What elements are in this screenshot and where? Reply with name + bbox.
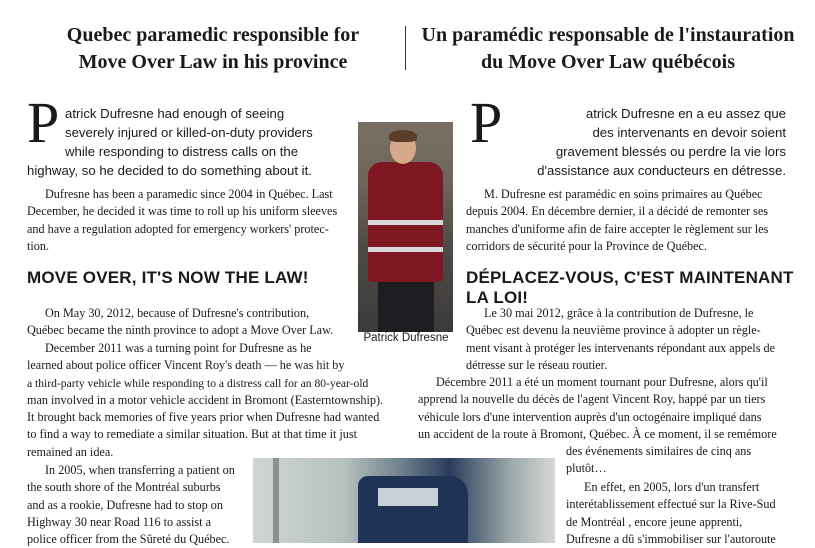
column-divider [405, 26, 406, 70]
english-lede-line: highway, so he decided to do something about it. [27, 163, 312, 178]
french-text-line: Québec est devenu la neuvième province à adopter un règle- [466, 323, 761, 338]
french-paragraph-1 [466, 186, 788, 255]
french-text-line: apprend la nouvelle du décès de l'agent Vincent Roy, happé par un tiers [418, 392, 766, 407]
photo-reflective-stripe [368, 247, 443, 252]
english-text-line: and as a rookie, Dufresne had to stop on [27, 497, 223, 512]
english-dropcap: P [27, 90, 60, 155]
english-lede-line: severely injured or killed-on-duty providers [65, 125, 313, 140]
english-text-line: Québec became the ninth province to adopt a Move Over Law. [27, 323, 334, 338]
photo-hair-shape [389, 130, 417, 142]
photo-pants-shape [378, 282, 434, 332]
english-lede [27, 104, 345, 180]
french-text-line: En effet, en 2005, lors d'un transfert [584, 480, 760, 494]
english-text-line: man involved in a motor vehicle accident in Bromont (Easterntownship). [27, 392, 384, 407]
english-text-line: tion. [27, 238, 50, 253]
english-text-line: to find a way to remediate a similar situation. But at that time it just [27, 427, 358, 442]
english-text-line: police officer from the Sûreté du Québec. [27, 532, 230, 547]
english-text-line: In 2005, when transferring a patient on [45, 463, 235, 477]
english-text-line: and have a regulation adopted for emergency workers' protec- [27, 221, 329, 236]
french-text-line: détresse sur le réseau routier. [466, 357, 608, 372]
french-paragraph-2 [466, 305, 788, 374]
french-text-line: depuis 2004. En décembre dernier, il a décidé de remonter ses [466, 204, 769, 219]
english-text-line: remained an idea. [27, 444, 114, 459]
french-text-line: plutôt… [566, 461, 607, 476]
french-headline-line1: Un paramédic responsable de l'instauration [421, 24, 795, 46]
french-headline-line2: du Move Over Law québécois [480, 51, 736, 73]
english-text-line: On May 30, 2012, because of Dufresne's contribution, [45, 306, 310, 320]
french-text-line: interétablissement effectué sur la Rive-Sud [566, 497, 776, 512]
english-paragraph-3 [27, 340, 395, 461]
french-text-line: Le 30 mai 2012, grâce à la contribution de Dufresne, le [484, 306, 754, 320]
french-text-line: véhicule lors d'une intervention auprès d'un octogénaire impliqué dans [418, 409, 762, 424]
french-lede-line: atrick Dufresne en a eu assez que [585, 106, 786, 121]
french-lede-line: des intervenants en devoir soient [592, 125, 786, 140]
french-text-line: de Montréal , encore jeune apprenti, [566, 514, 743, 529]
french-paragraph-4 [566, 479, 788, 548]
photo-caption: Patrick Dufresne [363, 332, 449, 344]
french-text-line: un accident de la route à Bromont, Québec. À ce moment, il se remémore [418, 426, 777, 441]
french-text-line: M. Dufresne est paramédic en soins primaires au Québec [484, 187, 763, 201]
english-text-line: December 2011 was a turning point for Dufresne as he [45, 341, 312, 355]
photo-windshield-shape [378, 488, 438, 506]
english-headline [23, 22, 403, 76]
photo-truck-shape [358, 476, 468, 543]
french-lede-line: d'assistance aux conducteurs en détresse. [537, 163, 786, 178]
photo-pole-shape [273, 458, 279, 543]
french-text-line: des événements similaires de cinq ans [566, 444, 752, 459]
english-headline-line2: Move Over Law in his province [78, 51, 348, 73]
english-paragraph-2 [27, 305, 347, 340]
english-headline-line1: Quebec paramedic responsible for [66, 24, 360, 46]
english-subhead: MOVE OVER, IT'S NOW THE LAW! [27, 268, 309, 287]
paramedic-photo [358, 122, 453, 332]
english-text-line: It brought back memories of five years prior when Dufresne had wanted [27, 410, 380, 425]
french-subhead: DÉPLACEZ-VOUS, C'EST MAINTENANT LA LOI! [466, 268, 794, 307]
french-headline [418, 22, 798, 76]
english-text-line: a third-party vehicle while responding to a distress call for an 80-year-old [27, 376, 369, 390]
french-lede [466, 104, 786, 180]
french-text-line: manches d'uniforme afin de faire accepter le règlement sur les [466, 221, 769, 236]
french-text-line: Dufresne a dû s'immobiliser sur l'autoroute [566, 531, 776, 546]
english-lede-line: atrick Dufresne had enough of seeing [65, 106, 285, 121]
english-text-line: Dufresne has been a paramedic since 2004 in Québec. Last [45, 187, 333, 201]
english-lede-line: while responding to distress calls on the [65, 144, 299, 159]
english-text-line: December, he decided it was time to roll up his uniform sleeves [27, 204, 338, 219]
french-dropcap: P [470, 90, 503, 155]
english-text-line: Highway 30 near Road 116 to assist a [27, 514, 212, 529]
english-paragraph-4 [27, 462, 245, 548]
english-text-line: learned about police officer Vincent Roy's death — he was hit by [27, 358, 345, 373]
english-paragraph-1 [27, 186, 347, 255]
french-text-line: ment visant à protéger les intervenants répondant aux appels de [466, 340, 775, 355]
french-lede-line: gravement blessés ou perdre la vie lors [555, 144, 786, 159]
english-text-line: the south shore of the Montréal suburbs [27, 480, 221, 495]
accident-scene-photo [253, 458, 555, 543]
french-text-line: Décembre 2011 a été un moment tournant pour Dufresne, alors qu'il [436, 375, 768, 389]
photo-reflective-stripe [368, 220, 443, 225]
french-text-line: corridors de sécurité pour la Province de Québec. [466, 238, 707, 253]
